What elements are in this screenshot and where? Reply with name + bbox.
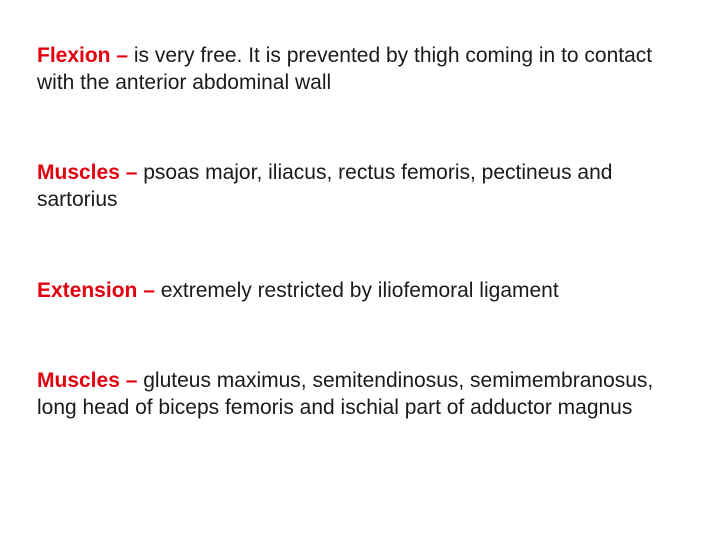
extension-term: Extension –: [37, 279, 155, 302]
flexion-term: Flexion –: [37, 44, 129, 67]
extension-description: extremely restricted by iliofemoral ligament: [154, 279, 559, 302]
flexion-muscles-list: psoas major, iliacus, rectus femoris, pectineus and sartorius: [37, 161, 613, 211]
flexion-paragraph: [37, 42, 687, 96]
extension-muscles-paragraph: [37, 367, 687, 421]
extension-muscles-list: gluteus maximus, semitendinosus, semimembranosus, long head of biceps femoris and ischial part of adductor magnus: [37, 369, 654, 419]
extension-paragraph: [37, 277, 687, 304]
flexion-muscles-paragraph: [37, 159, 687, 213]
extension-muscles-term: Muscles –: [37, 369, 138, 392]
flexion-muscles-term: Muscles –: [37, 161, 138, 184]
flexion-description: is very free. It is prevented by thigh coming in to contact with the anterior abdominal wall: [37, 44, 653, 94]
